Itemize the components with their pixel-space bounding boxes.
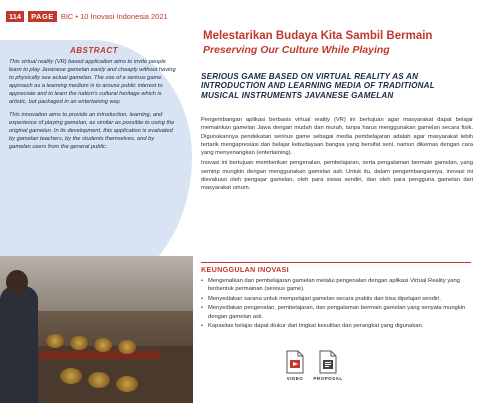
gong-icon <box>116 376 138 392</box>
page-header <box>6 10 168 22</box>
series-title: BIC • 10 Inovasi Indonesia 2021 <box>60 11 168 21</box>
video-file-icon <box>285 350 305 374</box>
abstract-title: ABSTRACT <box>70 46 118 55</box>
gong-icon <box>88 372 110 388</box>
video-label: VIDEO <box>286 376 304 381</box>
keunggulan-title: KEUNGGULAN INOVASI <box>201 265 289 274</box>
document-file-icon <box>318 350 338 374</box>
list-item: • Menyediakan sarana untuk mempelajari gamelan secara praktis dan bisa dipelajari sendiri. <box>201 295 473 303</box>
gamelan-rack <box>40 351 160 359</box>
proposal-label: PROPOSAL <box>313 376 343 381</box>
gong-icon <box>94 338 112 352</box>
abstract-text <box>9 58 177 155</box>
abstract-paragraph: This innovation aims to provide an introduction, learning, and experience of playing gamelan, as similar as possible to using the original gamelan. In its development, this application is evaluated by gamelan teachers, by the students themselves, and by gamelan users from the general public. <box>9 111 175 150</box>
gamelan-photo <box>0 256 193 403</box>
page-number: 114 <box>6 11 24 22</box>
proposal-link[interactable] <box>310 350 346 381</box>
list-item: • Menyediakan pengenalan, pembelajaran, dan pengalaman bermain gamelan yang senyata mungkin dengan gamelan asli. <box>201 304 473 321</box>
gong-icon <box>118 340 136 354</box>
english-title: SERIOUS GAME BASED ON VIRTUAL REALITY AS AN INTRODUCTION AND LEARNING MEDIA OF TRADITIONAL MUSICAL INSTRUMENTS JAVANESE GAMELAN <box>201 72 435 100</box>
gong-icon <box>70 336 88 350</box>
list-item: • Kapasitas belajar dapat diukur dari tingkat kesulitan dan perangkat yang digunakan. <box>201 322 473 330</box>
main-title: Melestarikan Budaya Kita Sambil Bermain <box>203 30 433 42</box>
body-paragraph: Pengembangan aplikasi berbasis virtual reality (VR) ini bertujuan agar masyarakat dapat belajar memainkan gamelan Jawa dengan mudah dan murah, tanpa harus menggunakan gamelan secara fisik. Digunakannya pendekatan serious game sebagai media pembelajaran adalah agar masyarakat lebih tertarik mengapresiasi dan belajar kebudayaan bangsa yang bersifat seni, namun dikemas dengan cara yang menyenangkan (entertaining). <box>201 117 473 157</box>
player-head <box>6 270 28 294</box>
keunggulan-list <box>201 277 473 331</box>
body-text <box>201 116 473 195</box>
list-item: • Mengenalkan dan pembelajaran gamelan melalui pengenalan dengan aplikasi Virtual Reality yang berbentuk permainan (serious game). <box>201 277 473 294</box>
left-column <box>0 26 193 403</box>
abstract-paragraph: This virtual reality (VR) based application aims to invite people learn to play Javanese gamelan easily and cheaply without having to physically see actual gamelan. The use of a serious game approach as a learning medium is to arouse public interest to appreciate and to learn the nation's cultural heritage which is artistic, but packaged in an entertaining way. <box>9 59 176 106</box>
section-divider <box>201 262 471 263</box>
body-paragraph: Inovasi ini bertujuan memberikan pengenalan, pembelajaran, serta pengalaman bermain gamelan, yang semirip mungkin dengan menggunakan gamelan asli. Untuk itu, dalam pengembangannya, inovasi ini dievaluasi oleh pengajar gamelan, oleh para siswa sendiri, dan oleh para pengguna gamelan dari masyarakat umum. <box>201 160 473 192</box>
video-link[interactable] <box>277 350 313 381</box>
page-tag: PAGE <box>28 11 57 22</box>
gong-icon <box>60 368 82 384</box>
main-subtitle: Preserving Our Culture While Playing <box>203 44 390 56</box>
player-figure <box>0 286 38 403</box>
gong-icon <box>46 334 64 348</box>
